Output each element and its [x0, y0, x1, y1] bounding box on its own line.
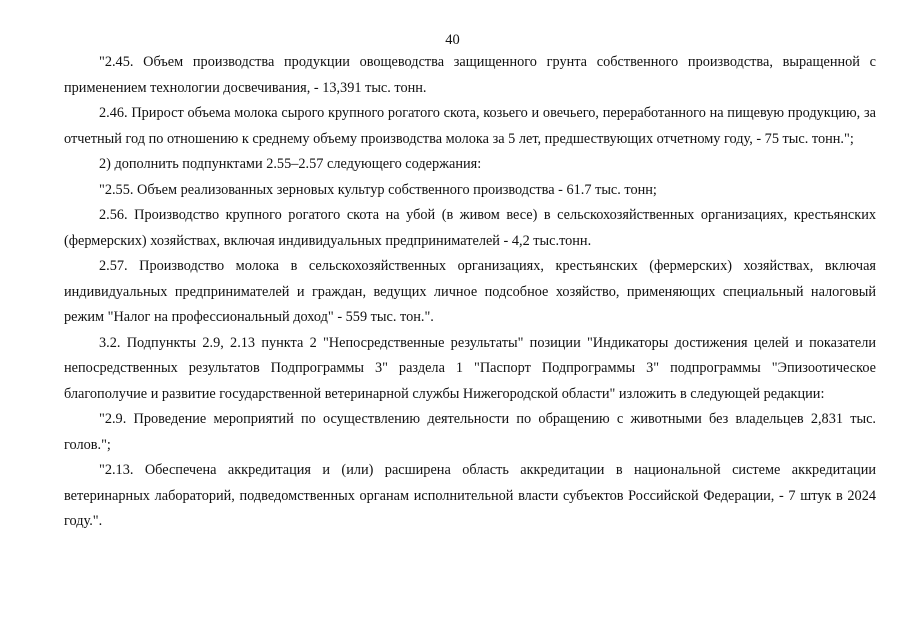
page-number: 40: [445, 32, 460, 48]
paragraph-2-45: "2.45. Объем производства продукции овощеводства защищенного грунта собственного производства, выращенной с применением технологии досвечивания, - 13,391 тыс. тонн.: [64, 54, 876, 96]
paragraph-amend-2: 2) дополнить подпунктами 2.55–2.57 следующего содержания:: [99, 156, 482, 172]
paragraph-2-13: "2.13. Обеспечена аккредитация и (или) расширена область аккредитации в национальной системе аккредитации ветеринарных лабораторий, подведомственных органам исполнительной власти субъектов Российской Федерации, - 7 штук в 2024 году.".: [64, 462, 876, 529]
paragraph-2-56: 2.56. Производство крупного рогатого скота на убой (в живом весе) в сельскохозяйственных организациях, крестьянских (фермерских) хозяйствах, включая индивидуальных предпринимателей - 4,2 тыс.тонн.: [64, 207, 876, 249]
paragraph-3-2: 3.2. Подпункты 2.9, 2.13 пункта 2 "Непосредственные результаты" позиции "Индикаторы достижения целей и показатели непосредственных результатов Подпрограммы 3" раздела 1 "Паспорт Подпрограммы 3" подпрограммы "Эпизоотическое благополучие и развитие государственной ветеринарной службы Нижегородской области" изложить в следующей редакции:: [64, 334, 876, 402]
paragraph-2-57: 2.57. Производство молока в сельскохозяйственных организациях, крестьянских (фермерских) хозяйствах, включая индивидуальных предпринимателей и граждан, ведущих личное подсобное хозяйство, применяющих специальный налоговый режим "Налог на профессиональный доход" - 559 тыс. тон.".: [64, 258, 876, 325]
paragraph-2-55: "2.55. Объем реализованных зерновых культур собственного производства - 61.7 тыс. тонн;: [99, 181, 657, 198]
paragraph-2-46: 2.46. Прирост объема молока сырого крупного рогатого скота, козьего и овечьего, переработанного на пищевую продукцию, за отчетный год по отношению к среднему объему производства молока за 5 лет, предшествующих отчетному году, - 75 тыс. тонн.";: [64, 105, 876, 147]
paragraph-2-9: "2.9. Проведение мероприятий по осуществлению деятельности по обращению с животными без владельцев 2,831 тыс. голов.";: [64, 411, 876, 453]
document-body: [64, 50, 876, 535]
